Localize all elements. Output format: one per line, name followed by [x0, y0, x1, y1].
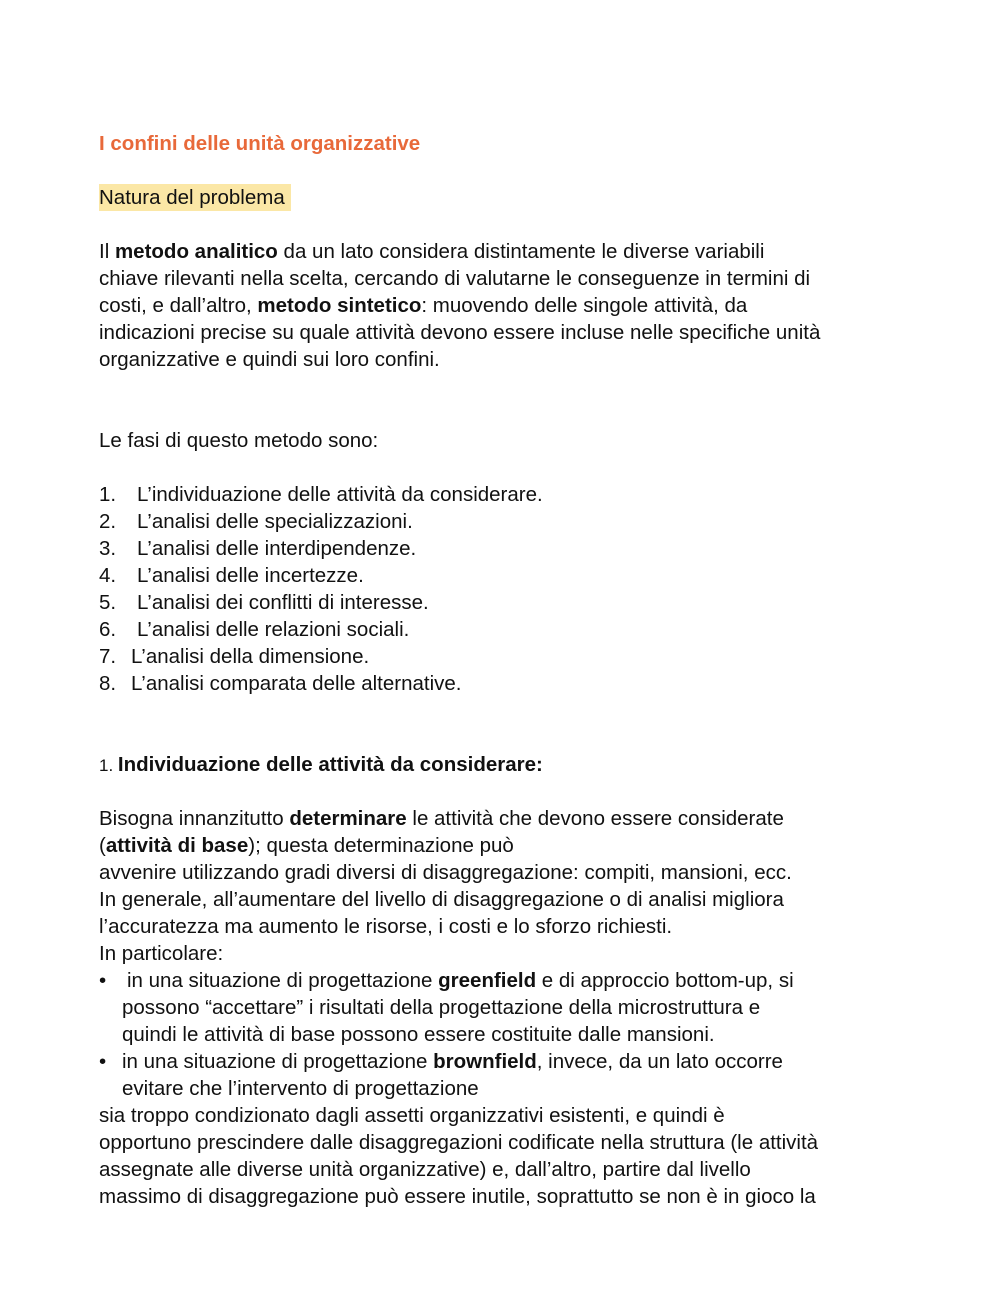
list-number: 2.: [99, 510, 117, 533]
bold-term: greenfield: [438, 969, 537, 992]
text: ); questa determinazione può: [248, 834, 514, 857]
list-number: 6.: [99, 618, 117, 641]
text: in una situazione di progettazione: [122, 1050, 434, 1073]
text: Bisogna innanzitutto: [99, 807, 290, 830]
list-item: [99, 616, 919, 643]
text: costi, e dall’altro,: [99, 294, 258, 317]
list-number: 1.: [99, 483, 117, 506]
list-text: L’analisi della dimensione.: [131, 645, 370, 668]
list-text: L’analisi dei conflitti di interesse.: [137, 591, 429, 614]
list-number: 3.: [99, 537, 117, 560]
list-number: 7.: [99, 645, 117, 668]
text: , invece, da un lato occorre: [536, 1050, 783, 1073]
list-item: [99, 481, 919, 508]
section-colon: :: [536, 753, 543, 776]
section-title: Individuazione delle attività da considerare: [117, 753, 536, 776]
list-item: [99, 670, 919, 697]
subtitle-block: [99, 184, 919, 211]
bullet-icon: •: [99, 969, 107, 992]
phases-intro: Le fasi di questo metodo sono:: [99, 429, 379, 452]
list-number: 8.: [99, 672, 117, 695]
list-item: [99, 643, 919, 670]
text: opportuno prescindere dalle disaggregazioni codificate nella struttura (le attività: [99, 1131, 819, 1154]
text: In particolare:: [99, 942, 224, 965]
phases-list: [99, 481, 919, 697]
text: chiave rilevanti nella scelta, cercando di valutarne le conseguenze in termini di: [99, 267, 811, 290]
text: avvenire utilizzando gradi diversi di disaggregazione: compiti, mansioni, ecc.: [99, 861, 792, 884]
bold-term: attività di base: [105, 834, 249, 857]
text: le attività che devono essere considerate: [406, 807, 784, 830]
text: l’accuratezza ma aumento le risorse, i costi e lo sforzo richiesti.: [99, 915, 673, 938]
list-text: L’individuazione delle attività da considerare.: [137, 483, 543, 506]
list-text: L’analisi delle relazioni sociali.: [137, 618, 410, 641]
list-text: L’analisi delle interdipendenze.: [137, 537, 417, 560]
text: possono “accettare” i risultati della progettazione della microstruttura e: [122, 996, 761, 1019]
text: organizzative e quindi sui loro confini.: [99, 348, 440, 371]
list-item: [99, 535, 919, 562]
text: quindi le attività di base possono essere costituite dalle mansioni.: [122, 1023, 715, 1046]
bold-term: metodo analitico: [114, 240, 278, 263]
list-item: [99, 508, 919, 535]
bold-term: metodo sintetico: [257, 294, 422, 317]
section-heading: [99, 751, 919, 778]
list-number: 5.: [99, 591, 117, 614]
bullet-list: [99, 967, 919, 1102]
section-paragraph: [99, 805, 919, 967]
text: Il: [99, 240, 115, 263]
list-item: [99, 589, 919, 616]
list-item: [99, 562, 919, 589]
list-text: L’analisi comparata delle alternative.: [131, 672, 462, 695]
text: In generale, all’aumentare del livello di disaggregazione o di analisi migliora: [99, 888, 784, 911]
bullet-icon: •: [99, 1050, 107, 1073]
text: (: [99, 834, 106, 857]
page-title: I confini delle unità organizzative: [99, 132, 421, 155]
list-text: L’analisi delle specializzazioni.: [137, 510, 413, 533]
text: evitare che l’intervento di progettazione: [122, 1077, 479, 1100]
text: in una situazione di progettazione: [127, 969, 439, 992]
text: massimo di disaggregazione può essere inutile, soprattutto se non è in gioco la: [99, 1185, 816, 1208]
continuation-paragraph: [99, 1102, 919, 1210]
bold-term: determinare: [289, 807, 407, 830]
text: indicazioni precise su quale attività devono essere incluse nelle specifiche unità: [99, 321, 821, 344]
text: sia troppo condizionato dagli assetti organizzativi esistenti, e quindi è: [99, 1104, 725, 1127]
bold-term: brownfield: [433, 1050, 537, 1073]
document-body: [99, 130, 919, 1210]
intro-paragraph: [99, 238, 919, 373]
list-text: L’analisi delle incertezze.: [137, 564, 364, 587]
section-number: 1.: [99, 756, 118, 775]
text: : muovendo delle singole attività, da: [421, 294, 748, 317]
bullet-item: [99, 1048, 919, 1102]
text: assegnate alle diverse unità organizzative) e, dall’altro, partire dal livello: [99, 1158, 751, 1181]
highlighted-subtitle: Natura del problema: [99, 184, 291, 211]
text: da un lato considera distintamente le diverse variabili: [277, 240, 765, 263]
bullet-item: [99, 967, 919, 1048]
list-number: 4.: [99, 564, 117, 587]
text: e di approccio bottom-up, si: [536, 969, 794, 992]
